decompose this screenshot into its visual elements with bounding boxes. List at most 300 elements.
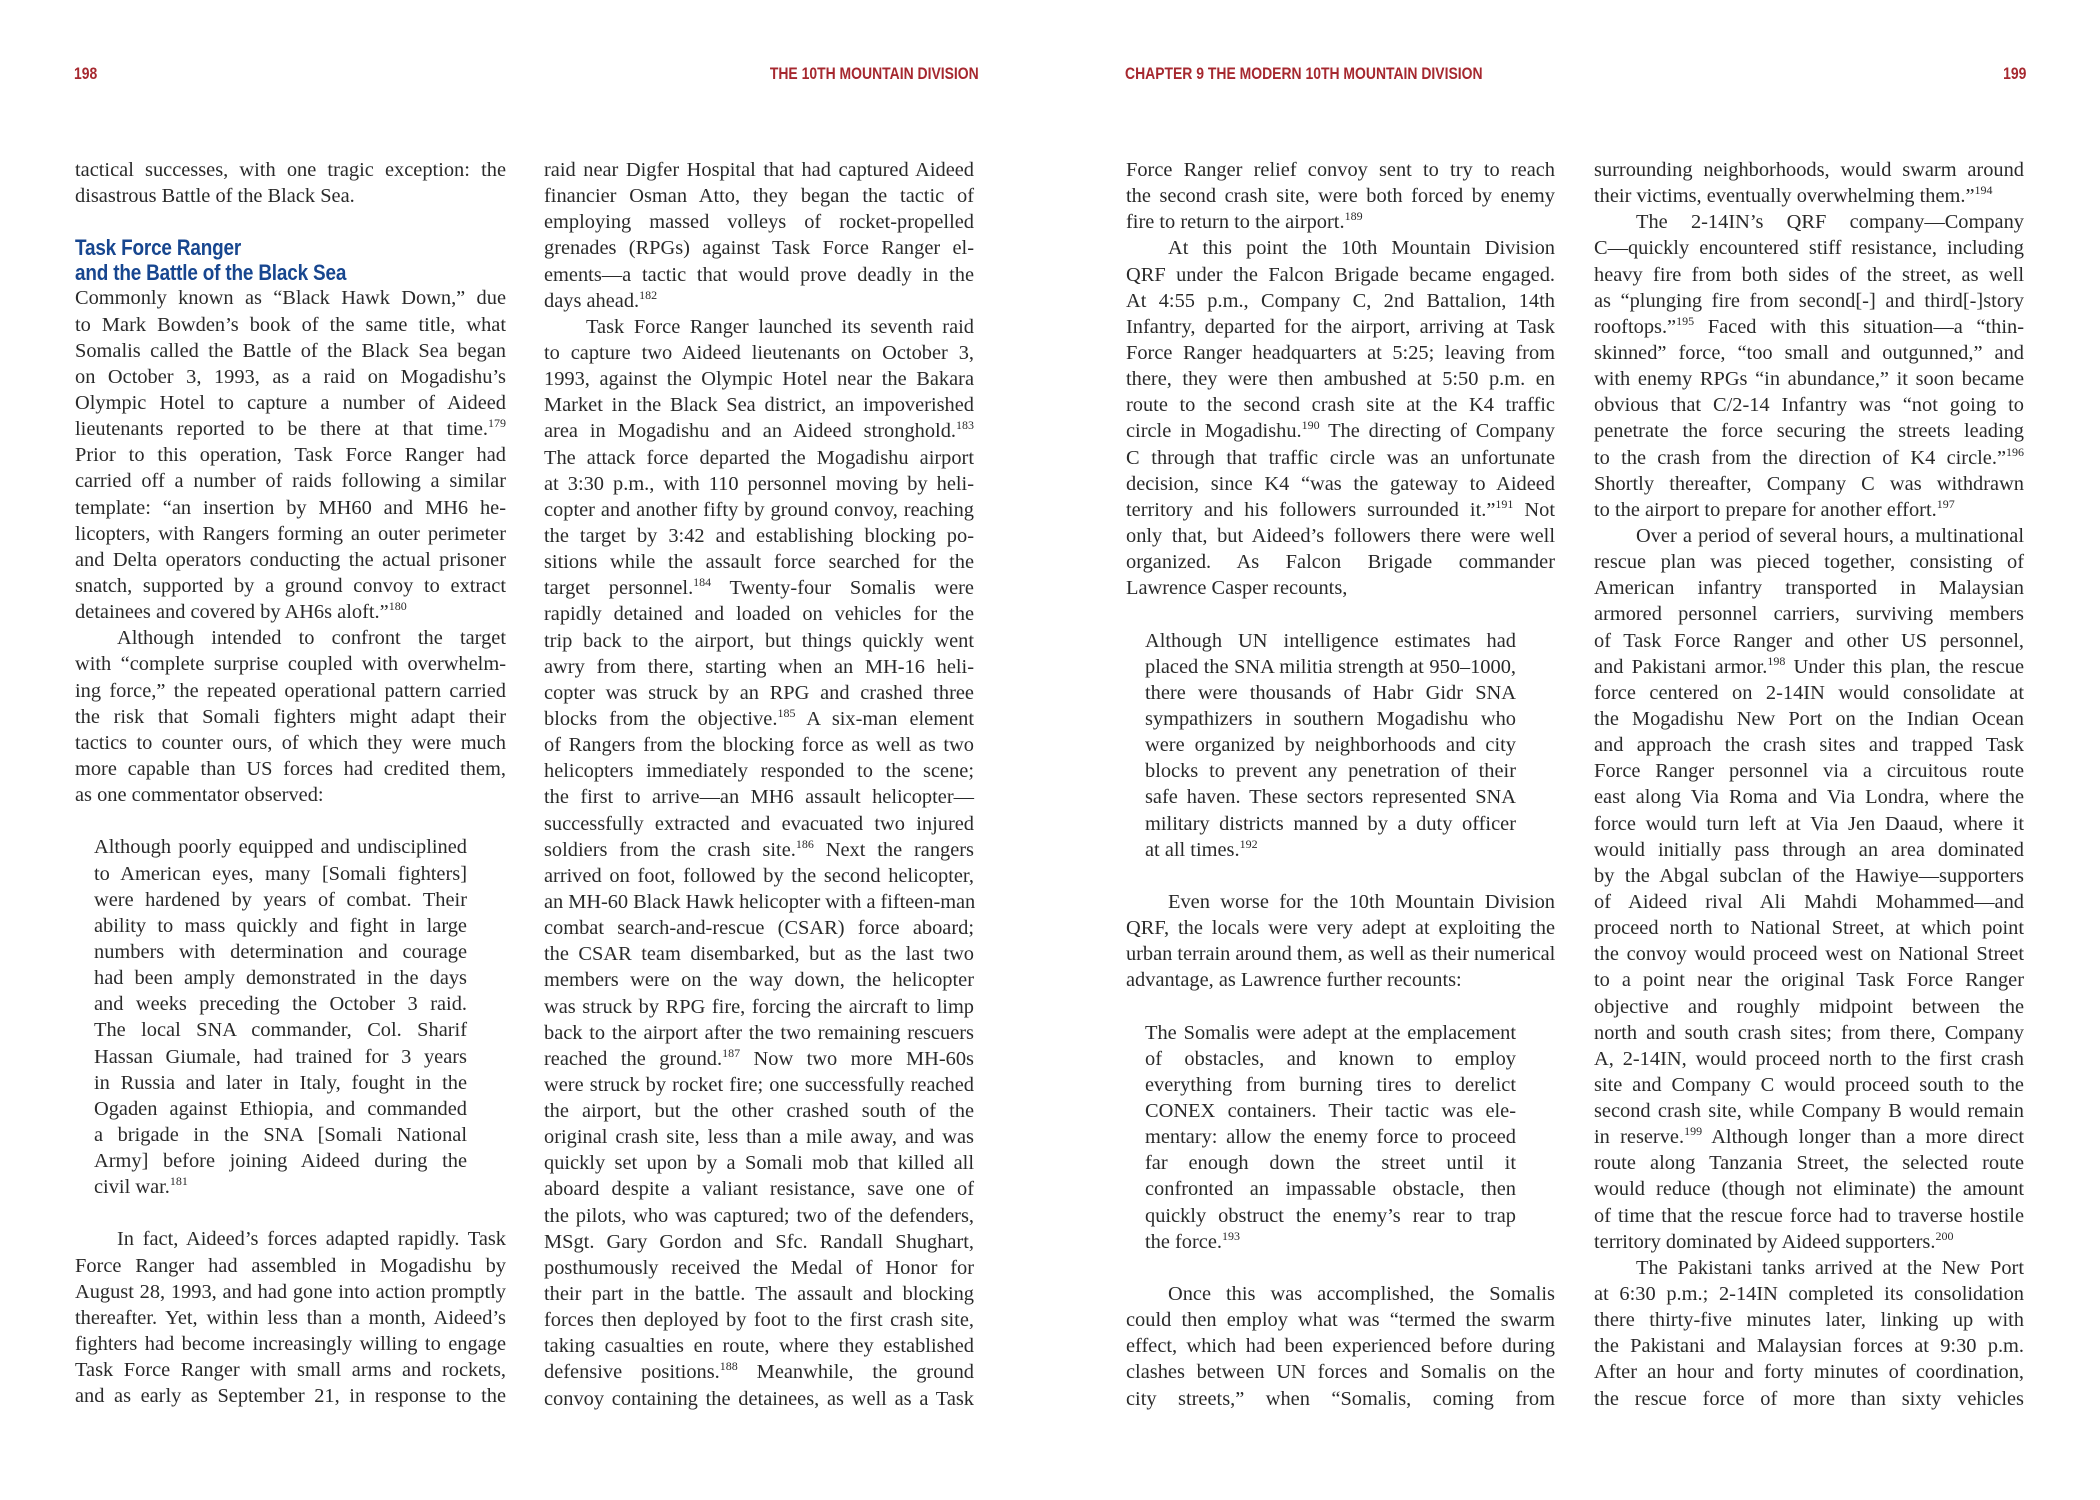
text-line bbox=[544, 601, 974, 627]
text-line bbox=[1594, 1176, 2024, 1202]
line-text: Force Ranger personnel via a circuitous route bbox=[1594, 760, 2024, 783]
text-line bbox=[1594, 967, 2024, 993]
line-text: grenades (RPGs) against Task Force Ranger el- bbox=[544, 237, 974, 260]
line-text: helicopters immediately responded to the scene; bbox=[544, 760, 974, 783]
text-line bbox=[75, 1383, 506, 1409]
text-line bbox=[1594, 418, 2024, 444]
text-line bbox=[1126, 1359, 1555, 1385]
text-line bbox=[544, 549, 974, 575]
footnote-reference[interactable]: 185 bbox=[777, 705, 796, 720]
line-text: copter and another fifty by ground convoy, reaching bbox=[544, 498, 974, 521]
line-text: far enough down the street until it bbox=[1145, 1152, 1516, 1175]
text-line bbox=[1145, 680, 1516, 706]
paragraph-spacer bbox=[1126, 863, 1555, 889]
line-text: in Russia and later in Italy, fought in the bbox=[94, 1071, 467, 1094]
text-line bbox=[544, 314, 974, 340]
line-text: the risk that Somali fighters might adapt their bbox=[75, 705, 506, 728]
line-text: could then employ what was “termed the swarm bbox=[1126, 1309, 1555, 1332]
text-line bbox=[544, 471, 974, 497]
line-text: ing force,” the repeated operational pattern carried bbox=[75, 679, 506, 702]
text-line bbox=[1594, 1359, 2024, 1385]
text-line bbox=[75, 495, 506, 521]
line-text: were hardened by years of combat. Their bbox=[94, 888, 467, 911]
line-text: at 3:30 p.m., with 110 personnel moving by heli- bbox=[544, 472, 974, 495]
line-text: of Aideed rival Ali Mahdi Mohammed—and bbox=[1594, 890, 2024, 913]
text-line bbox=[94, 887, 467, 913]
line-text: detainees and covered by AH6s aloft.” bbox=[75, 601, 389, 624]
text-line bbox=[1594, 366, 2024, 392]
line-text: military districts manned by a duty officer bbox=[1145, 812, 1516, 835]
paragraph bbox=[75, 625, 506, 808]
text-line bbox=[1594, 1281, 2024, 1307]
text-line bbox=[544, 967, 974, 993]
text-line bbox=[1145, 1072, 1516, 1098]
text-line bbox=[1145, 706, 1516, 732]
line-text-continued: Although longer than a more direct bbox=[1702, 1126, 2025, 1149]
paragraph-spacer bbox=[75, 1200, 506, 1226]
text-line bbox=[544, 392, 974, 418]
text-line bbox=[1126, 183, 1555, 209]
text-line bbox=[1145, 1150, 1516, 1176]
text-line bbox=[1126, 471, 1555, 497]
line-text: blocks to prevent any penetration of their bbox=[1145, 760, 1516, 783]
line-text-continued: A six-man element bbox=[795, 707, 974, 730]
text-line bbox=[94, 1044, 467, 1070]
footnote-reference[interactable]: 193 bbox=[1221, 1228, 1240, 1243]
text-line bbox=[544, 366, 974, 392]
line-text: awry from there, starting when an MH-16 heli- bbox=[544, 655, 974, 678]
text-line bbox=[544, 523, 974, 549]
line-text: successfully extracted and evacuated two injured bbox=[544, 812, 974, 835]
line-text: Hassan Giumale, had trained for 3 years bbox=[94, 1045, 467, 1068]
line-text: licopters, with Rangers forming an outer perimeter bbox=[75, 522, 506, 545]
text-line bbox=[1145, 1203, 1516, 1229]
text-line bbox=[544, 183, 974, 209]
text-line bbox=[1594, 758, 2024, 784]
line-text: Force Ranger headquarters at 5:25; leaving from bbox=[1126, 341, 1555, 364]
text-line bbox=[1145, 811, 1516, 837]
line-text: the target by 3:42 and establishing blocking po- bbox=[544, 524, 974, 547]
footnote-reference[interactable]: 181 bbox=[169, 1174, 188, 1189]
text-line bbox=[1594, 732, 2024, 758]
text-line bbox=[1594, 523, 2024, 549]
line-text: area in Mogadishu and an Aideed stronghold. bbox=[544, 420, 956, 443]
text-line bbox=[544, 680, 974, 706]
paragraph bbox=[1126, 889, 1555, 994]
text-line bbox=[1594, 784, 2024, 810]
text-line bbox=[1126, 445, 1555, 471]
text-line bbox=[1145, 1020, 1516, 1046]
text-line bbox=[1145, 628, 1516, 654]
text-line bbox=[94, 1148, 467, 1174]
text-line bbox=[544, 889, 974, 915]
line-text: defensive positions. bbox=[544, 1361, 720, 1384]
line-text: Ogaden against Ethiopia, and commanded bbox=[94, 1097, 467, 1120]
text-line bbox=[1594, 863, 2024, 889]
line-text: obvious that C/2-14 Infantry was “not going to bbox=[1594, 394, 2024, 417]
line-text: north and south crash sites; from there, Company bbox=[1594, 1021, 2024, 1044]
text-line bbox=[1594, 680, 2024, 706]
line-text: forces then deployed by foot to the first crash site, bbox=[544, 1309, 974, 1332]
text-line bbox=[1594, 392, 2024, 418]
text-line bbox=[75, 183, 506, 209]
line-text: tactics to counter ours, of which they were much bbox=[75, 731, 506, 754]
text-line bbox=[75, 157, 506, 183]
text-line bbox=[544, 497, 974, 523]
line-text: mentary: allow the enemy force to proceed bbox=[1145, 1126, 1516, 1149]
paragraph bbox=[544, 157, 974, 314]
line-text-continued: Meanwhile, the ground bbox=[737, 1361, 974, 1384]
text-line bbox=[75, 416, 506, 442]
text-line bbox=[1594, 994, 2024, 1020]
line-text-continued: Twenty-four Somalis were bbox=[711, 577, 974, 600]
line-text: The Pakistani tanks arrived at the New Port bbox=[1636, 1256, 2024, 1279]
text-line bbox=[544, 1255, 974, 1281]
line-text: heavy fire from both sides of the street, as well bbox=[1594, 263, 2024, 286]
line-text: Commonly known as “Black Hawk Down,” due bbox=[75, 287, 506, 310]
text-line bbox=[1126, 575, 1555, 601]
text-line bbox=[1594, 1333, 2024, 1359]
running-head-chapter-title: CHAPTER 9 THE MODERN 10TH MOUNTAIN DIVISION bbox=[1125, 64, 1483, 83]
footnote-reference[interactable]: 189 bbox=[1344, 209, 1363, 224]
line-text: an MH-60 Black Hawk helicopter with a fifteen-man bbox=[544, 890, 976, 913]
text-line bbox=[1594, 1046, 2024, 1072]
line-text: at all times. bbox=[1145, 838, 1240, 861]
text-line bbox=[1145, 1124, 1516, 1150]
text-line bbox=[544, 209, 974, 235]
line-text: and approach the crash sites and trapped Task bbox=[1594, 734, 2024, 757]
text-line bbox=[1126, 889, 1555, 915]
line-text-continued: Now two more MH-60s bbox=[740, 1047, 974, 1070]
line-text: Task Force Ranger with small arms and rockets, bbox=[75, 1359, 506, 1382]
footnote-reference[interactable]: 183 bbox=[956, 418, 974, 433]
line-text: members were on the way down, the helicopter bbox=[544, 969, 974, 992]
text-line bbox=[1594, 1098, 2024, 1124]
line-text: template: “an insertion by MH60 and MH6 he- bbox=[75, 496, 506, 519]
text-line bbox=[75, 704, 506, 730]
paragraph bbox=[1126, 1281, 1555, 1412]
text-line bbox=[1594, 1255, 2024, 1281]
page-number-right: 199 bbox=[2002, 64, 2026, 83]
text-line bbox=[1145, 837, 1516, 863]
line-text: effect, which had been experienced before during bbox=[1126, 1335, 1555, 1358]
footnote-reference[interactable]: 186 bbox=[795, 836, 814, 851]
footnote-reference[interactable]: 180 bbox=[388, 599, 407, 614]
text-line bbox=[544, 1124, 974, 1150]
line-text: Once this was accomplished, the Somalis bbox=[1168, 1283, 1555, 1306]
paragraph-spacer bbox=[1126, 601, 1555, 627]
line-text: Over a period of several hours, a multinational bbox=[1636, 524, 2024, 547]
line-text: route along Tanzania Street, the selected route bbox=[1594, 1152, 2024, 1175]
line-text: fire to return to the airport. bbox=[1126, 211, 1345, 234]
line-text: was struck by RPG fire, forcing the aircraft to limp bbox=[544, 995, 974, 1018]
footnote-reference[interactable]: 200 bbox=[1935, 1228, 1954, 1243]
line-text: Prior to this operation, Task Force Ranger had bbox=[75, 444, 506, 467]
line-text: C through that traffic circle was an unfortunate bbox=[1126, 446, 1555, 469]
text-line bbox=[1126, 967, 1555, 993]
paragraph bbox=[75, 157, 506, 209]
line-text: the Pakistani and Malaysian forces at 9:30 p.m. bbox=[1594, 1335, 2024, 1358]
line-text: After an hour and forty minutes of coordination, bbox=[1594, 1361, 2024, 1384]
text-line bbox=[1145, 732, 1516, 758]
block-quote bbox=[1126, 628, 1555, 863]
line-text: employing massed volleys of rocket-propelled bbox=[544, 211, 974, 234]
line-text: blocks from the objective. bbox=[544, 707, 778, 730]
text-line bbox=[544, 654, 974, 680]
text-column-2 bbox=[544, 157, 974, 1412]
text-line bbox=[1126, 1281, 1555, 1307]
line-text: civil war. bbox=[94, 1176, 170, 1199]
text-line bbox=[94, 939, 467, 965]
text-line bbox=[1145, 1229, 1516, 1255]
text-line bbox=[1594, 288, 2024, 314]
line-text: Although poorly equipped and undisciplined bbox=[94, 836, 467, 859]
line-text: the pilots, who was captured; two of the defenders, bbox=[544, 1204, 974, 1227]
text-line bbox=[75, 1331, 506, 1357]
line-text: territory dominated by Aideed supporters. bbox=[1594, 1230, 1936, 1253]
line-text: Shortly thereafter, Company C was withdrawn bbox=[1594, 472, 2024, 495]
line-text: to the airport to prepare for another effort. bbox=[1594, 498, 1937, 521]
text-line bbox=[75, 573, 506, 599]
text-line bbox=[1594, 811, 2024, 837]
line-text: copter was struck by an RPG and crashed three bbox=[544, 681, 974, 704]
line-text-continued: Under this plan, the rescue bbox=[1785, 655, 2025, 678]
footnote-reference[interactable]: 182 bbox=[639, 287, 658, 302]
text-line bbox=[94, 1017, 467, 1043]
text-line bbox=[1594, 497, 2024, 523]
line-text: Although intended to confront the target bbox=[117, 627, 506, 650]
paragraph bbox=[1126, 235, 1555, 601]
section-heading-line: and the Battle of the Black Sea bbox=[75, 260, 347, 286]
text-line bbox=[75, 390, 506, 416]
line-text: decision, since K4 “was the gateway to Aideed bbox=[1126, 472, 1555, 495]
text-column-1 bbox=[75, 157, 506, 1409]
text-line bbox=[544, 758, 974, 784]
line-text: to a point near the original Task Force Ranger bbox=[1594, 969, 2024, 992]
footnote-reference[interactable]: 191 bbox=[1495, 496, 1514, 511]
line-text: financier Osman Atto, they began the tactic of bbox=[544, 185, 974, 208]
text-line bbox=[1594, 837, 2024, 863]
text-line bbox=[544, 706, 974, 732]
text-line bbox=[544, 1072, 974, 1098]
text-line bbox=[544, 235, 974, 261]
text-line bbox=[1594, 549, 2024, 575]
text-line bbox=[1594, 262, 2024, 288]
text-line bbox=[1126, 314, 1555, 340]
paragraph bbox=[544, 314, 974, 1412]
line-text: Force Ranger relief convoy sent to try to reach bbox=[1126, 159, 1555, 181]
text-line bbox=[544, 941, 974, 967]
text-line bbox=[1594, 183, 2024, 209]
paragraph bbox=[1594, 209, 2024, 523]
text-line bbox=[94, 991, 467, 1017]
text-line bbox=[544, 288, 974, 314]
line-text: east along Via Roma and Via Londra, where the bbox=[1594, 786, 2024, 809]
line-text: reached the ground. bbox=[544, 1047, 723, 1070]
line-text: MSgt. Gary Gordon and Sfc. Randall Shughart, bbox=[544, 1230, 974, 1253]
line-text: tactical successes, with one tragic exception: the bbox=[75, 159, 506, 181]
footnote-reference[interactable]: 188 bbox=[719, 1359, 738, 1374]
line-text: and Delta operators conducting the actual prisoner bbox=[75, 548, 506, 571]
text-line bbox=[544, 262, 974, 288]
line-text: the convoy would proceed west on National Street bbox=[1594, 943, 2024, 966]
text-line bbox=[1594, 575, 2024, 601]
line-text: Force Ranger had assembled in Mogadishu by bbox=[75, 1254, 506, 1277]
line-text: Somalis called the Battle of the Black Sea began bbox=[75, 339, 506, 362]
line-text-continued: The directing of Company bbox=[1319, 420, 1555, 443]
line-text: as one commentator observed: bbox=[75, 784, 324, 807]
line-text: Market in the Black Sea district, an impoverished bbox=[544, 394, 974, 417]
paragraph-spacer bbox=[1126, 1255, 1555, 1281]
line-text: objective and roughly midpoint between the bbox=[1594, 995, 2024, 1018]
text-line bbox=[1594, 340, 2024, 366]
text-line bbox=[75, 547, 506, 573]
line-text: would initially pass through an area dominated bbox=[1594, 838, 2024, 861]
paragraph bbox=[75, 285, 506, 625]
text-line bbox=[544, 1203, 974, 1229]
line-text: The local SNA commander, Col. Sharif bbox=[94, 1019, 467, 1042]
line-text: thereafter. Yet, within less than a month, Aideed’s bbox=[75, 1306, 506, 1329]
text-line bbox=[1145, 758, 1516, 784]
footnote-reference[interactable]: 184 bbox=[693, 575, 712, 590]
text-line bbox=[75, 651, 506, 677]
text-line bbox=[544, 1150, 974, 1176]
block-quote bbox=[75, 834, 506, 1200]
text-line bbox=[75, 625, 506, 651]
line-text: posthumously received the Medal of Honor for bbox=[544, 1256, 974, 1279]
text-line bbox=[544, 784, 974, 810]
paragraph bbox=[75, 1226, 506, 1409]
line-text: 1993, against the Olympic Hotel near the Bakara bbox=[544, 368, 974, 391]
paragraph bbox=[1594, 1255, 2024, 1412]
line-text: of obstacles, and known to employ bbox=[1145, 1047, 1516, 1070]
line-text: with “complete surprise coupled with overwhelm- bbox=[75, 653, 506, 676]
footnote-reference[interactable]: 192 bbox=[1239, 836, 1258, 851]
line-text: of Task Force Ranger and other US personnel, bbox=[1594, 629, 2024, 652]
paragraph bbox=[1594, 157, 2024, 209]
footnote-reference[interactable]: 190 bbox=[1301, 418, 1320, 433]
line-text: Infantry, departed for the airport, arriving at Task bbox=[1126, 315, 1555, 338]
footnote-reference[interactable]: 179 bbox=[488, 416, 506, 431]
line-text: force would turn left at Via Jen Daaud, where it bbox=[1594, 812, 2024, 835]
footnote-reference[interactable]: 197 bbox=[1936, 496, 1955, 511]
line-text: armored personnel carriers, surviving members bbox=[1594, 603, 2024, 626]
line-text: Army] before joining Aideed during the bbox=[94, 1150, 467, 1173]
text-line bbox=[544, 1176, 974, 1202]
line-text: convoy containing the detainees, as well as a Task bbox=[544, 1387, 974, 1410]
line-text: rescue plan was pieced together, consisting of bbox=[1594, 551, 2024, 574]
block-quote bbox=[1126, 1020, 1555, 1255]
text-line bbox=[1126, 1307, 1555, 1333]
line-text: taking casualties en route, where they established bbox=[544, 1335, 974, 1358]
line-text: original crash site, less than a mile away, and was bbox=[544, 1126, 974, 1149]
line-text: advantage, as Lawrence further recounts: bbox=[1126, 969, 1462, 992]
text-line bbox=[1594, 1203, 2024, 1229]
line-text: QRF, the locals were very adept at exploiting the bbox=[1126, 917, 1555, 940]
line-text: force centered on 2-14IN would consolidate at bbox=[1594, 681, 2024, 704]
text-line bbox=[94, 965, 467, 991]
line-text: rooftops.” bbox=[1594, 315, 1677, 338]
line-text: raid near Digfer Hospital that had captured Aideed bbox=[544, 159, 974, 181]
line-text: the Mogadishu New Port on the Indian Ocean bbox=[1594, 707, 2024, 730]
paragraph bbox=[1594, 523, 2024, 1255]
line-text: city streets,” when “Somalis, coming from bbox=[1126, 1387, 1555, 1410]
text-line bbox=[544, 340, 974, 366]
line-text: surrounding neighborhoods, would swarm around bbox=[1594, 159, 2024, 181]
footnote-reference[interactable]: 198 bbox=[1767, 653, 1786, 668]
footnote-reference[interactable]: 195 bbox=[1676, 313, 1695, 328]
page-number-left: 198 bbox=[74, 64, 98, 83]
line-text: carried off a number of raids following a similar bbox=[75, 470, 506, 493]
line-text: on October 3, 1993, as a raid on Mogadishu’s bbox=[75, 365, 506, 388]
line-text: a brigade in the SNA [Somali National bbox=[94, 1123, 467, 1146]
line-text: the rescue force of more than sixty vehicles bbox=[1594, 1387, 2024, 1410]
line-text: Task Force Ranger launched its seventh raid bbox=[586, 315, 974, 338]
line-text: CONEX containers. Their tactic was ele- bbox=[1145, 1100, 1516, 1123]
text-line bbox=[1126, 941, 1555, 967]
line-text: had been amply demonstrated in the days bbox=[94, 967, 467, 990]
text-line bbox=[1126, 157, 1555, 183]
line-text: proceed north to National Street, at which point bbox=[1594, 917, 2024, 940]
line-text: and weeks preceding the October 3 raid. bbox=[94, 993, 467, 1016]
footnote-reference[interactable]: 194 bbox=[1974, 183, 1993, 198]
line-text: as “plunging fire from second[-] and third[-]story bbox=[1594, 289, 2024, 312]
text-column-3 bbox=[1126, 157, 1555, 1412]
line-text: their part in the battle. The assault and blocking bbox=[544, 1283, 974, 1306]
text-line bbox=[1126, 288, 1555, 314]
text-line bbox=[94, 861, 467, 887]
text-line bbox=[544, 1020, 974, 1046]
text-line bbox=[1126, 262, 1555, 288]
line-text: in reserve. bbox=[1594, 1126, 1685, 1149]
text-line bbox=[544, 994, 974, 1020]
line-text: at 6:30 p.m.; 2-14IN completed its consolidation bbox=[1594, 1283, 2024, 1306]
right-page bbox=[1050, 0, 2100, 1500]
line-text: were organized by neighborhoods and city bbox=[1145, 734, 1516, 757]
line-text: rapidly detained and loaded on vehicles for the bbox=[544, 603, 974, 626]
text-line bbox=[544, 811, 974, 837]
line-text: of Rangers from the blocking force as well as two bbox=[544, 734, 974, 757]
footnote-reference[interactable]: 187 bbox=[722, 1045, 741, 1060]
line-text: American infantry transported in Malaysian bbox=[1594, 577, 2024, 600]
line-text: organized. As Falcon Brigade commander bbox=[1126, 551, 1555, 574]
line-text: only that, but Aideed’s followers there were well bbox=[1126, 524, 1555, 547]
text-line bbox=[75, 678, 506, 704]
line-text: would reduce (though not eliminate) the amount bbox=[1594, 1178, 2024, 1201]
running-head-book-title: THE 10TH MOUNTAIN DIVISION bbox=[770, 64, 979, 83]
line-text: route to the second crash site at the K4 traffic bbox=[1126, 394, 1555, 417]
line-text: aboard despite a valiant resistance, save one of bbox=[544, 1178, 974, 1201]
text-line bbox=[75, 1253, 506, 1279]
text-line bbox=[1126, 523, 1555, 549]
text-line bbox=[75, 338, 506, 364]
line-text: Olympic Hotel to capture a number of Aideed bbox=[75, 391, 506, 414]
text-line bbox=[75, 756, 506, 782]
text-line bbox=[75, 1279, 506, 1305]
line-text: back to the airport after the two remaining rescuers bbox=[544, 1021, 974, 1044]
footnote-reference[interactable]: 199 bbox=[1684, 1124, 1703, 1139]
line-text: and as early as September 21, in response to the bbox=[75, 1385, 506, 1408]
footnote-reference[interactable]: 196 bbox=[2006, 444, 2024, 459]
text-line bbox=[544, 1307, 974, 1333]
line-text: urban terrain around them, as well as their numerical bbox=[1126, 943, 1556, 966]
text-line bbox=[75, 521, 506, 547]
line-text: disastrous Battle of the Black Sea. bbox=[75, 185, 355, 208]
text-line bbox=[94, 1070, 467, 1096]
line-text: QRF under the Falcon Brigade became engaged. bbox=[1126, 263, 1555, 286]
text-line bbox=[1594, 706, 2024, 732]
line-text: to Mark Bowden’s book of the same title, what bbox=[75, 313, 506, 336]
